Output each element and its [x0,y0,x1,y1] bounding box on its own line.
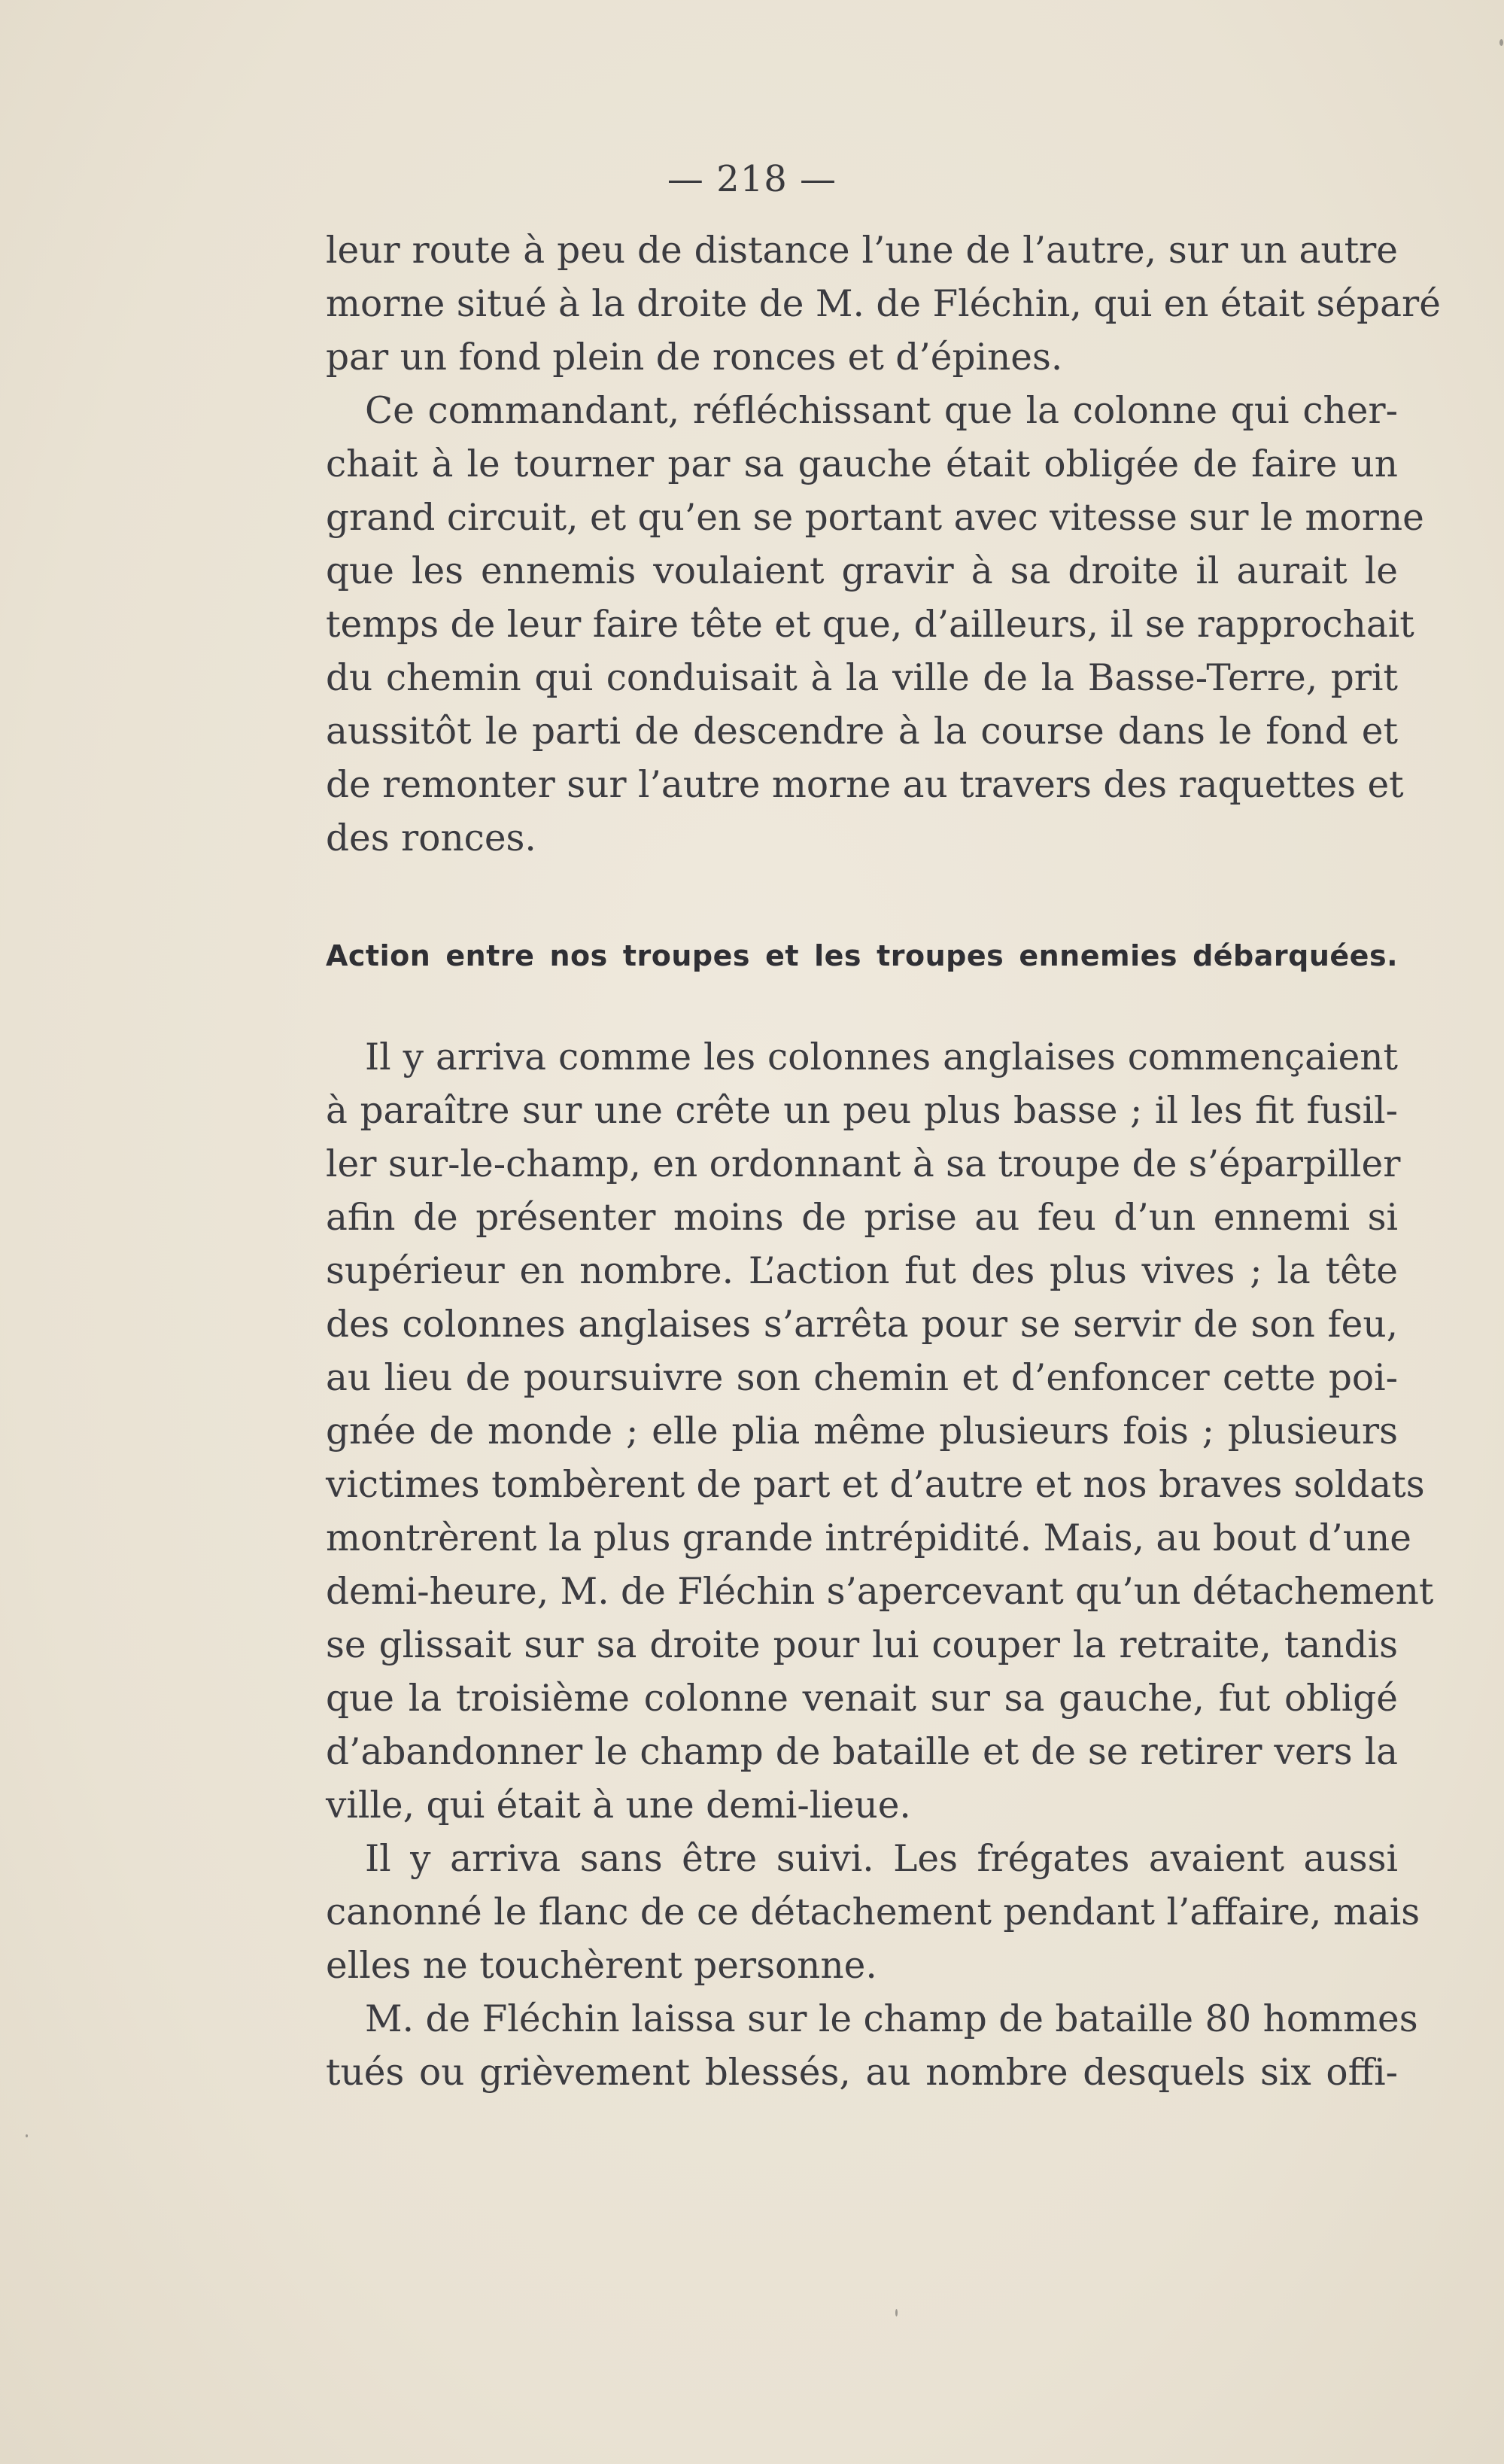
text-line: gnée de monde ; elle plia même plusieurs fois ; plusieurs [326,1410,1398,1453]
text-line: que la troisième colonne venait sur sa gauche, fut obligé [326,1678,1398,1720]
text-line: supérieur en nombre. L’action fut des plus vives ; la tête [326,1250,1398,1292]
text-block-top [326,224,1441,865]
text-line: ville, qui était à une demi-lieue. [326,1784,911,1827]
text-line: temps de leur faire tête et que, d’ailleurs, il se rapprochait [326,604,1414,646]
text-line: se glissait sur sa droite pour lui couper la retraite, tandis [326,1624,1398,1666]
text-line: que les ennemis voulaient gravir à sa droite il aurait le [326,550,1398,592]
section-heading: Action entre nos troupes et les troupes ennemies débarquées. [326,939,1398,972]
text-line: des colonnes anglaises s’arrêta pour se servir de son feu, [326,1303,1398,1346]
paper-speck [895,2309,898,2316]
text-line: du chemin qui conduisait à la ville de la Basse-Terre, prit [326,657,1398,699]
text-line: M. de Fléchin laissa sur le champ de bataille 80 hommes [365,1998,1418,2040]
text-line: chait à le tourner par sa gauche était obligée de faire un [326,443,1398,485]
text-line: elles ne touchèrent personne. [326,1945,877,1987]
text-line: grand circuit, et qu’en se portant avec vitesse sur le morne [326,497,1424,539]
text-line: à paraître sur une crête un peu plus basse ; il les fit fusil- [326,1090,1398,1132]
text-line: canonné le flanc de ce détachement pendant l’affaire, mais [326,1891,1420,1933]
text-line: leur route à peu de distance l’une de l’autre, sur un autre [326,230,1398,272]
paper-speck [1499,39,1503,46]
text-line: ler sur-le-champ, en ordonnant à sa troupe de s’éparpiller [326,1143,1401,1185]
text-line: des ronces. [326,817,536,859]
page-number: — 218 — [667,158,837,200]
text-line: demi-heure, M. de Fléchin s’apercevant qu’un détachement [326,1571,1434,1613]
text-line: au lieu de poursuivre son chemin et d’enfoncer cette poi- [326,1357,1398,1399]
text-line: victimes tombèrent de part et d’autre et nos braves soldats [326,1464,1425,1506]
text-line: Il y arriva comme les colonnes anglaises commençaient [365,1036,1398,1078]
text-block-bottom [326,1031,1434,2100]
text-line: montrèrent la plus grande intrépidité. Mais, au bout d’une [326,1517,1411,1559]
text-line: Il y arriva sans être suivi. Les frégates avaient aussi [365,1838,1398,1880]
text-line: de remonter sur l’autre morne au travers des raquettes et [326,764,1404,806]
text-line: morne situé à la droite de M. de Fléchin, qui en était séparé [326,283,1441,325]
text-line: tués ou grièvement blessés, au nombre desquels six offi- [326,2052,1398,2094]
text-line: d’abandonner le champ de bataille et de se retirer vers la [326,1731,1398,1773]
paper-speck [26,2134,28,2137]
text-line: aussitôt le parti de descendre à la course dans le fond et [326,710,1398,753]
text-line: par un fond plein de ronces et d’épines. [326,336,1063,379]
text-line: afin de présenter moins de prise au feu d’un ennemi si [326,1197,1398,1239]
text-line: Ce commandant, réfléchissant que la colonne qui cher- [365,390,1398,432]
